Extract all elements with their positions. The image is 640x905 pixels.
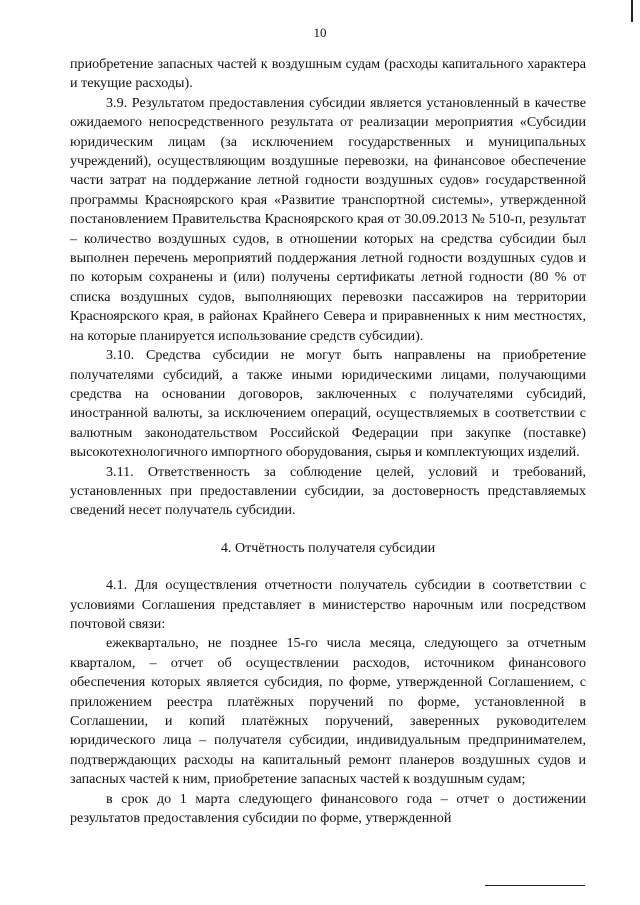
paragraph-3-11: 3.11. Ответственность за соблюдение целей, условий и требований, установленных при предоставлении субсидии, за достоверность представляемых сведений несет получатель субсидии. — [70, 463, 586, 519]
paragraph-3-10: 3.10. Средства субсидии не могут быть направлены на приобретение получателями субсидий, а также иными юридическими лицами, получающими средства на основании договоров, заключенных с получателями субсидий, иностранной валюты, за исключением операций, осуществляемых в соответствии с валютным законодательством Российской Федерации при закупке (поставке) высокотехнологичного импортного оборудования, сырья и комплектующих изделий. — [70, 347, 586, 461]
paragraph-3-9: 3.9. Результатом предоставления субсидии является установленный в качестве ожидаемого непосредственного результата от реализации мероприятия «Субсидии юридическим лицам (за исключением государственных и муниципальных учреждений), осуществляющим воздушные перевозки, на финансовое обеспечение части затрат на поддержание летной годности воздушных судов» государственной программы Красноярского края «Развитие транспортной системы», утвержденной постановлением Правительства Красноярского края от 30.09.2013 № 510-п, результат – количество воздушных судов, в отношении которых на средства субсидии был выполнен перечень мероприятий поддержания летной годности воздушных судов и по которым сохранены и (или) получены сертификаты летной годности (80 % от списка воздушных судов, выполняющих перевозки пассажиров на территории Красноярского края, в районах Крайнего Севера и приравненных к ним местностях, на которые планируется использование средств субсидии). — [70, 94, 586, 344]
paragraph-continuation: приобретение запасных частей к воздушным судам (расходы капитального характера и текущие расходы). — [70, 56, 586, 92]
paragraph-quarterly-report: ежеквартально, не позднее 15-го числа месяца, следующего за отчетным кварталом, – отчет об осуществлении расходов, источником финансового обеспечения которых является субсидия, по форме, утвержденной Соглашением, с приложением реестра платёжных поручений по форме, установленной в Соглашении, и копий платёжных поручений, заверенных руководителем юридического лица – получателя субсидии, индивидуальным предпринимателем, подтверждающих расходы на капитальный ремонт планеров воздушных судов и запасных частей к ним, приобретение запасных частей к воздушным судам; — [70, 635, 586, 788]
page-number: 10 — [313, 25, 327, 40]
section-heading: 4. Отчётность получателя субсидии — [220, 539, 436, 556]
page-edge-mark — [631, 0, 633, 22]
paragraph-annual-report: в срок до 1 марта следующего финансового года – отчет о достижении результатов предоставления субсидии по форме, утвержденной — [70, 790, 586, 827]
footer-rule — [485, 885, 585, 886]
document-body — [70, 55, 586, 828]
paragraph-4-1: 4.1. Для осуществления отчетности получатель субсидии в соответствии с условиями Соглашения представляет в министерство нарочным или посредством почтовой связи: — [70, 577, 586, 632]
